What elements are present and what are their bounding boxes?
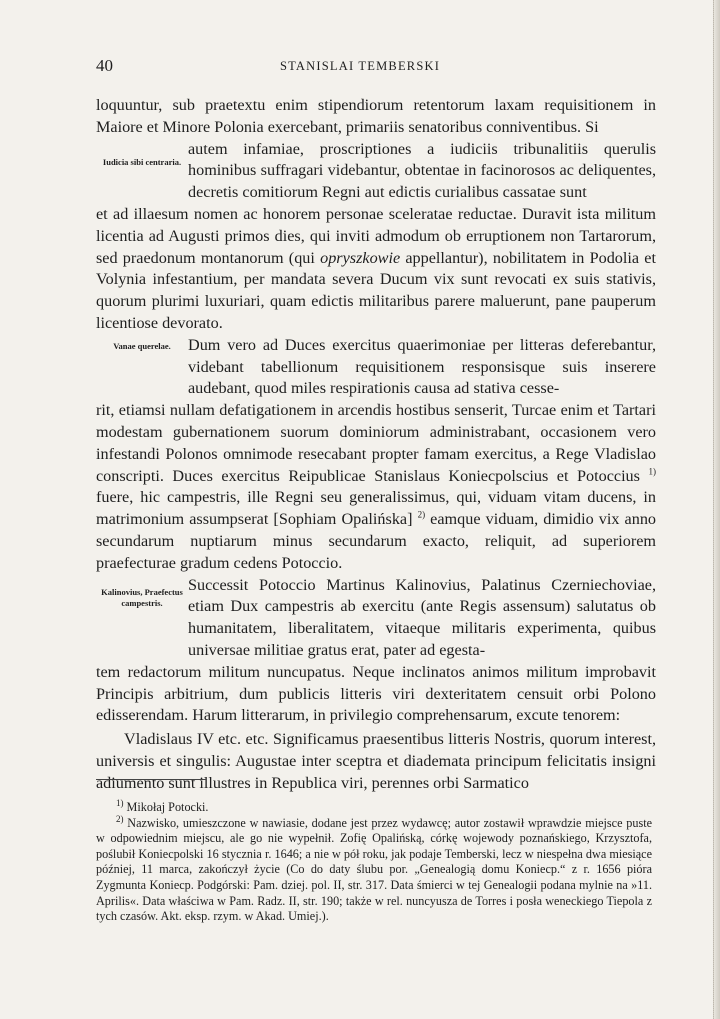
footnote-ref-1: 1) <box>648 466 657 477</box>
paragraph-3-block <box>96 575 656 662</box>
paragraph-2-rest-c: eamque viduam, dimidio vix anno secundarum nuptiarum minus secundarum exacto, reliquit, ad superiorem praefecturae gradum cedens Potoccio. <box>96 510 657 572</box>
page-edge <box>713 0 720 1019</box>
footnote-1-text: Mikołaj Potocki. <box>123 800 209 814</box>
margin-note-kalinovius: Kalinovius, Praefectus campestris. <box>101 586 183 608</box>
footnote-1 <box>96 797 652 816</box>
margin-note-vanae: Vanae querelae. <box>113 340 171 351</box>
footnote-2 <box>96 813 652 925</box>
paragraph-1-rest-b: appellantur), nobilitatem in Podolia et Volynia infestantium, per mandata severa Ducum vix sunt revocati ex suis stativis, quorum plurimi luxuriari, quam edictis militaribus parere maluerunt, pane pauperum licentiose devorato. <box>96 248 656 332</box>
footnote-2-mark: 2) <box>116 813 124 824</box>
main-text <box>96 95 656 795</box>
paragraph-2-rest <box>96 400 656 574</box>
paragraph-1-indented: autem infamiae, proscriptiones a iudiciis tribunalitiis querulis hominibus suffragari videbantur, obtentae in facinorosos ac deliquentes, decretis comitiorum Regni aut edictis curialibus cassatae sunt <box>188 139 656 202</box>
paragraph-3-indented: Successit Potoccio Martinus Kalinovius, Palatinus Czerniechoviae, etiam Dux campestris ab exercitu (ante Regis assensum) salutatus ob humanitatem, liberalitatem, vitaeque militaris experimenta, quibus universae militiae gratus erat, pater ad egesta- <box>188 575 656 659</box>
paragraph-2-rest-a: rit, etiamsi nullam defatigationem in arcendis hostibus senserit, Turcae enim et Tartari modestam gubernationem suorum dominiorum administrabant, occasionem vero infestandi Polonos omnimode resecabant propter famam exercitus, a Rege Vladislao conscripti. Duces exercitus Reipublicae Stanislaus Koniecpolscius et Potoccius <box>96 401 656 485</box>
paragraph-2-block <box>96 335 656 400</box>
paragraph-1-lead: loquuntur, sub praetextu enim stipendiorum retentorum laxam requisitionem in Maiore et Minore Polonia exercebant, primariis senatoribus conniventibus. Si <box>96 96 656 136</box>
paragraph-1-rest-a: et ad illaesum nomen ac honorem personae sceleratae reductae. Duravit ista militum licentia ad Augusti primos dies, qui inviti admodum ob erruptionem non Tartarorum, sed praedonum montanorum (qui <box>96 204 656 267</box>
paragraph-4: Vladislaus IV etc. etc. Significamus praesentibus litteris Nostris, quorum interest, universis et singulis: Augustae inter sceptra et diademata principum felicitatis insigni adiumento sunt illustres in Republica viri, perennes orbi Sarmatico <box>96 730 656 792</box>
paragraph-2-rest-b: fuere, hic campestris, ille Regni seu generalissimus, qui, viduam vitam ducens, in matrimonium assumpserat [Sophiam Opalińska] <box>96 488 656 529</box>
footnote-divider <box>96 779 206 780</box>
footnotes <box>96 797 652 925</box>
paragraph-3-rest: tem redactorum militum nuncupatus. Neque inclinatos animos militum improbavit Principis arbitrium, dum publicis litteris viri dexteritatem censuit orbi Polono edisserendam. Harum litterarum, in privilegio comprehensarum, excute tenorem: <box>96 662 656 725</box>
footnote-2-text: Nazwisko, umieszczone w nawiasie, dodane jest przez wydawcę; autor zostawił wprawdzie miejsce puste w odpowiednim miejscu, ale go nie wypełnił. Zofię Opalińską, córkę wojewody poznańskiego, Krzysztofa, poślubił Koniecpolski 16 stycznia r. 1646; a nie w pół roku, jak podaje Temberski, lecz w niespełna dwa miesiące później, 11 marca, zakończył życie (Co do daty ślubu por. „Genealogią domu Koniecp.“ z r. 1656 pióra Zygmunta Koniecp. Podgórski: Pam. dziej. pol. II, str. 317. Data śmierci w tej Genealogii podana mylnie na »11. Aprilis«. Data właściwa w Pam. Radz. II, str. 190; także w rel. nuncyusza de Torres i posła weneckiego Tiepola z tych czasów. Akt. eksp. rzym. w Akad. Umiej.). <box>96 815 652 924</box>
page-number: 40 <box>96 56 113 75</box>
italic-term: opryszkowie <box>320 248 401 267</box>
paragraph-1-block <box>96 139 656 204</box>
margin-note-iudicia: Iudicia sibi centraria. <box>102 156 182 167</box>
footnote-ref-2: 2) <box>417 509 426 520</box>
paragraph-2-indented: Dum vero ad Duces exercitus quaerimoniae per litteras deferebantur, videbant tabellionum requisitionem responsisque suis inserere audebant, quod miles respirationis causa ad stativa cesse- <box>188 335 656 398</box>
footnote-1-mark: 1) <box>116 797 124 808</box>
running-title: STANISLAI TEMBERSKI <box>279 59 441 73</box>
paragraph-1-rest <box>96 204 656 335</box>
